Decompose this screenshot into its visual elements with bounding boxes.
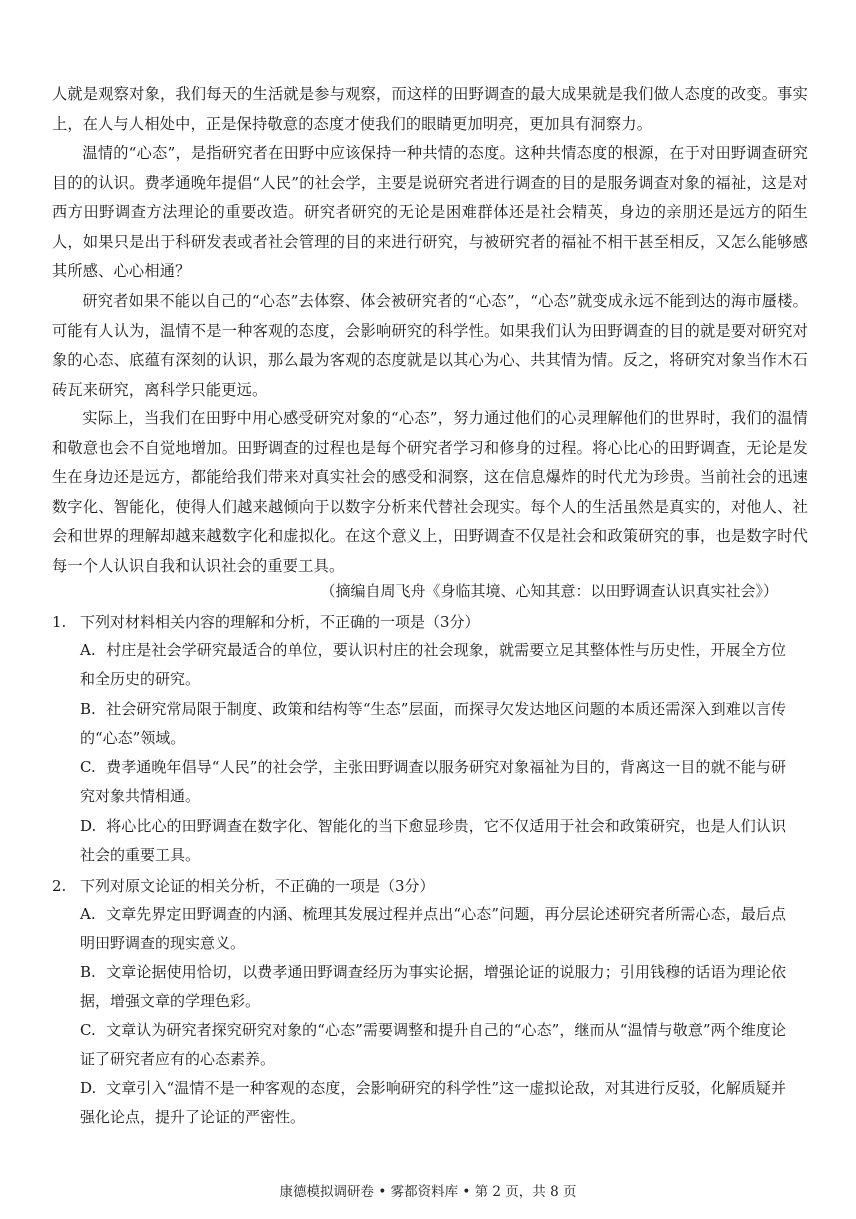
option-text: 文章论据使用恰切，以费孝通田野调查经历为事实论据，增强论证的说服力；引用钱穆的话语为理论依据，增强文章的学理色彩。 <box>80 963 786 1010</box>
passage-paragraph-3: 研究者如果不能以自己的“心态”去体察、体会被研究者的“心态”，“心态”就变成永远不能到达的海市蜃楼。可能有人认为，温情不是一种客观的态度，会影响研究的科学性。如果我们认为田野调查的目的就是要对研究对象的心态、底蕴有深刻的认识，那么最为客观的态度就是以其心为心、共其情为情。反之，将研究对象当作木石砖瓦来研究，离科学只能更远。 <box>52 292 808 399</box>
option-text: 文章先界定田野调查的内涵、梳理其发展过程并点出“心态”问题，再分层论述研究者所需心态，最后点明田野调查的现实意义。 <box>80 905 786 952</box>
question-number: 1. <box>52 613 67 631</box>
question-2-option-d <box>80 1074 786 1132</box>
option-letter: A. <box>80 905 96 923</box>
option-text: 文章引入“温情不是一种客观的态度，会影响研究的科学性”这一虚拟论敌，对其进行反驳，化解质疑并强化论点，提升了论证的严密性。 <box>80 1079 786 1126</box>
passage-paragraph-1: 人就是观察对象，我们每天的生活就是参与观察，而这样的田野调查的最大成果就是我们做人态度的改变。事实上，在人与人相处中，正是保持敬意的态度才使我们的眼睛更加明亮，更加具有洞察力。 <box>52 85 808 133</box>
passage-paragraph-4: 实际上，当我们在田野中用心感受研究对象的“心态”，努力通过他们的心灵理解他们的世界时，我们的温情和敬意也会不自觉地增加。田野调查的过程也是每个研究者学习和修身的过程。将心比心的田野调查，无论是发生在身边还是远方，都能给我们带来对真实社会的感受和洞察，这在信息爆炸的时代尤为珍贵。当前社会的迅速数字化、智能化，使得人们越来越倾向于以数字分析来代替社会现实。每个人的生活虽然是真实的，对他人、社会和世界的理解却越来越数字化和虚拟化。在这个意义上，田野调查不仅是社会和政策研究的事，也是数字时代每一个人认识自我和认识社会的重要工具。 <box>52 409 808 575</box>
option-letter: D. <box>80 817 97 835</box>
question-2-option-c <box>80 1016 786 1074</box>
question-2-option-b <box>80 958 786 1016</box>
question-number: 2. <box>52 877 67 895</box>
option-letter: C. <box>80 758 96 776</box>
option-letter: C. <box>80 1021 96 1039</box>
page-footer: 康德模拟调研卷 • 雾都资料库 • 第 2 页，共 8 页 <box>279 1184 577 1200</box>
question-1-option-c <box>80 753 786 811</box>
question-1-option-b <box>80 695 786 753</box>
question-text: 下列对材料相关内容的理解和分析，不正确的一项是（3分） <box>80 613 480 631</box>
option-letter: A. <box>80 641 96 659</box>
question-1-option-d <box>80 812 786 870</box>
option-text: 社会研究常局限于制度、政策和结构等“生态”层面，而探寻欠发达地区问题的本质还需深入到难以言传的“心态”领域。 <box>80 700 786 747</box>
option-text: 村庄是社会学研究最适合的单位，要认识村庄的社会现象，就需要立足其整体性与历史性，开展全方位和全历史的研究。 <box>80 641 786 688</box>
question-text: 下列对原文论证的相关分析，不正确的一项是（3分） <box>80 877 435 895</box>
option-text: 将心比心的田野调查在数字化、智能化的当下愈显珍贵，它不仅适用于社会和政策研究，也是人们认识社会的重要工具。 <box>80 817 786 864</box>
question-1-stem <box>52 608 808 636</box>
option-letter: B. <box>80 963 96 981</box>
passage-source: （摘编自周飞舟《身临其境、心知其意：以田野调查认识真实社会》） <box>320 582 778 600</box>
option-letter: B. <box>80 700 96 718</box>
option-letter: D. <box>80 1079 97 1097</box>
option-text: 费孝通晚年倡导“人民”的社会学，主张田野调查以服务研究对象福祉为目的，背离这一目的就不能与研究对象共情相通。 <box>80 758 786 805</box>
question-1-option-a <box>80 636 786 694</box>
question-2-stem <box>52 872 808 900</box>
question-2-option-a <box>80 900 786 958</box>
passage-paragraph-2: 温情的“心态”，是指研究者在田野中应该保持一种共情的态度。这种共情态度的根源，在于对田野调查研究目的的认识。费孝通晚年提倡“人民”的社会学，主要是说研究者进行调查的目的是服务调查对象的福祉，这是对西方田野调查方法理论的重要改造。研究者研究的无论是困难群体还是社会精英，身边的亲朋还是远方的陌生人，如果只是出于科研发表或者社会管理的目的来进行研究，与被研究者的福祉不相干甚至相反，又怎么能够感其所感、心心相通？ <box>52 144 808 281</box>
option-text: 文章认为研究者探究研究对象的“心态”需要调整和提升自己的“心态”，继而从“温情与敬意”两个维度论证了研究者应有的心态素养。 <box>80 1021 786 1068</box>
